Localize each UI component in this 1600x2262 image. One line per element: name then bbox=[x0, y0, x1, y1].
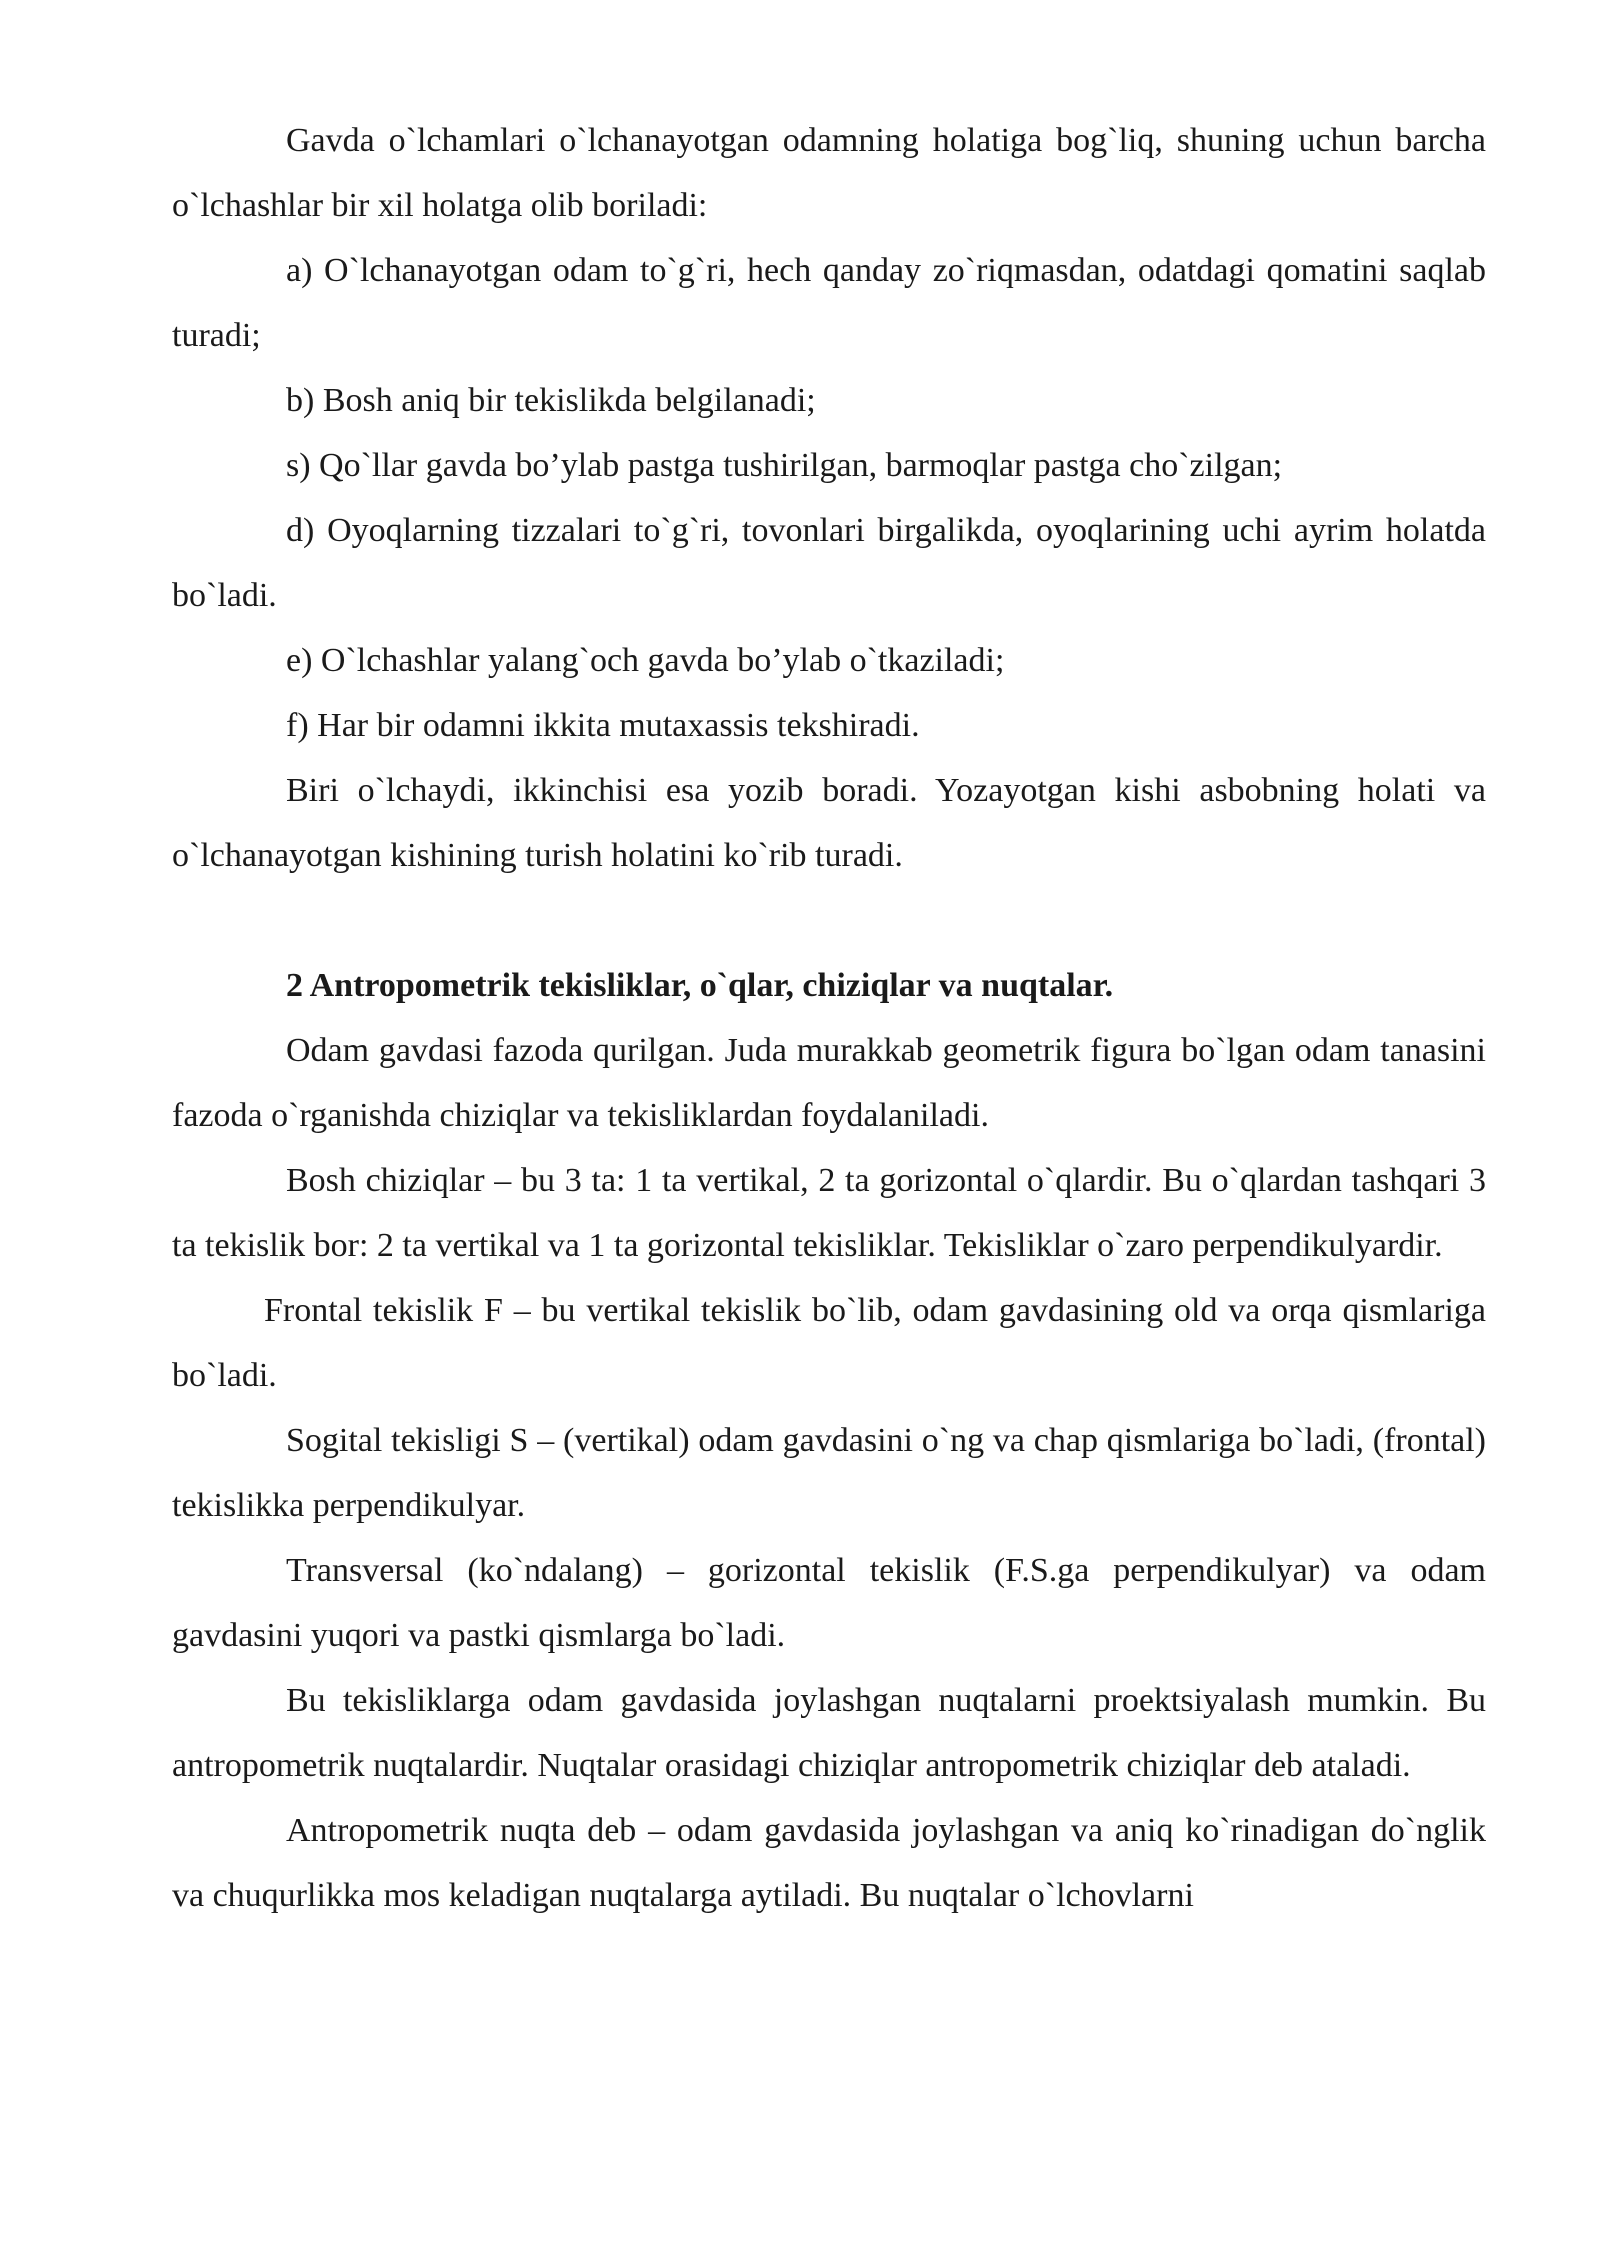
paragraph-main-lines: Bosh chiziqlar – bu 3 ta: 1 ta vertikal, 2 ta gorizontal o`qlardir. Bu o`qlardan tashqari 3 ta tekislik bor: 2 ta vertikal va 1 ta gorizontal tekisliklar. Tekisliklar o`zaro perpendikulyardir. bbox=[172, 1162, 1486, 1264]
paragraph-frontal-plane: Frontal tekislik F – bu vertikal tekislik bo`lib, odam gavdasining old va orqa qismlariga bo`ladi. bbox=[172, 1292, 1486, 1394]
list-item-f: f) Har bir odamni ikkita mutaxassis tekshiradi. bbox=[286, 707, 920, 744]
section-heading: 2 Antropometrik tekisliklar, o`qlar, chiziqlar va nuqtalar. bbox=[286, 967, 1114, 1004]
list-item-e: e) O`lchashlar yalang`och gavda bo’ylab o`tkaziladi; bbox=[286, 642, 1005, 679]
paragraph-measuring: Biri o`lchaydi, ikkinchisi esa yozib boradi. Yozayotgan kishi asbobning holati va o`lchanayotgan kishining turish holatini ko`rib turadi. bbox=[172, 772, 1486, 874]
paragraph-intro: Gavda o`lchamlari o`lchanayotgan odamning holatiga bog`liq, shuning uchun barcha o`lchashlar bir xil holatga olib boriladi: bbox=[172, 122, 1486, 224]
paragraph-transversal-plane: Transversal (ko`ndalang) – gorizontal tekislik (F.S.ga perpendikulyar) va odam gavdasini yuqori va pastki qismlarga bo`ladi. bbox=[172, 1552, 1486, 1654]
paragraph-projection: Bu tekisliklarga odam gavdasida joylashgan nuqtalarni proektsiyalash mumkin. Bu antropometrik nuqtalardir. Nuqtalar orasidagi chiziqlar antropometrik chiziqlar deb ataladi. bbox=[172, 1682, 1486, 1784]
document-body bbox=[172, 108, 1486, 1928]
list-item-d: d) Oyoqlarning tizzalari to`g`ri, tovonlari birgalikda, oyoqlarining uchi ayrim holatda bo`ladi. bbox=[172, 512, 1486, 614]
paragraph-anthropometric-point: Antropometrik nuqta deb – odam gavdasida joylashgan va aniq ko`rinadigan do`nglik va chuqurlikka mos keladigan nuqtalarga aytiladi. Bu nuqtalar o`lchovlarni bbox=[172, 1812, 1486, 1914]
list-item-a: a) O`lchanayotgan odam to`g`ri, hech qanday zo`riqmasdan, odatdagi qomatini saqlab turadi; bbox=[172, 252, 1486, 354]
list-item-s: s) Qo`llar gavda bo’ylab pastga tushirilgan, barmoqlar pastga cho`zilgan; bbox=[286, 447, 1283, 484]
list-item-b: b) Bosh aniq bir tekislikda belgilanadi; bbox=[286, 382, 816, 419]
paragraph-body-space: Odam gavdasi fazoda qurilgan. Juda murakkab geometrik figura bo`lgan odam tanasini fazoda o`rganishda chiziqlar va tekisliklardan foydalaniladi. bbox=[172, 1032, 1486, 1134]
paragraph-sagittal-plane: Sogital tekisligi S – (vertikal) odam gavdasini o`ng va chap qismlariga bo`ladi, (frontal) tekislikka perpendikulyar. bbox=[172, 1422, 1486, 1524]
